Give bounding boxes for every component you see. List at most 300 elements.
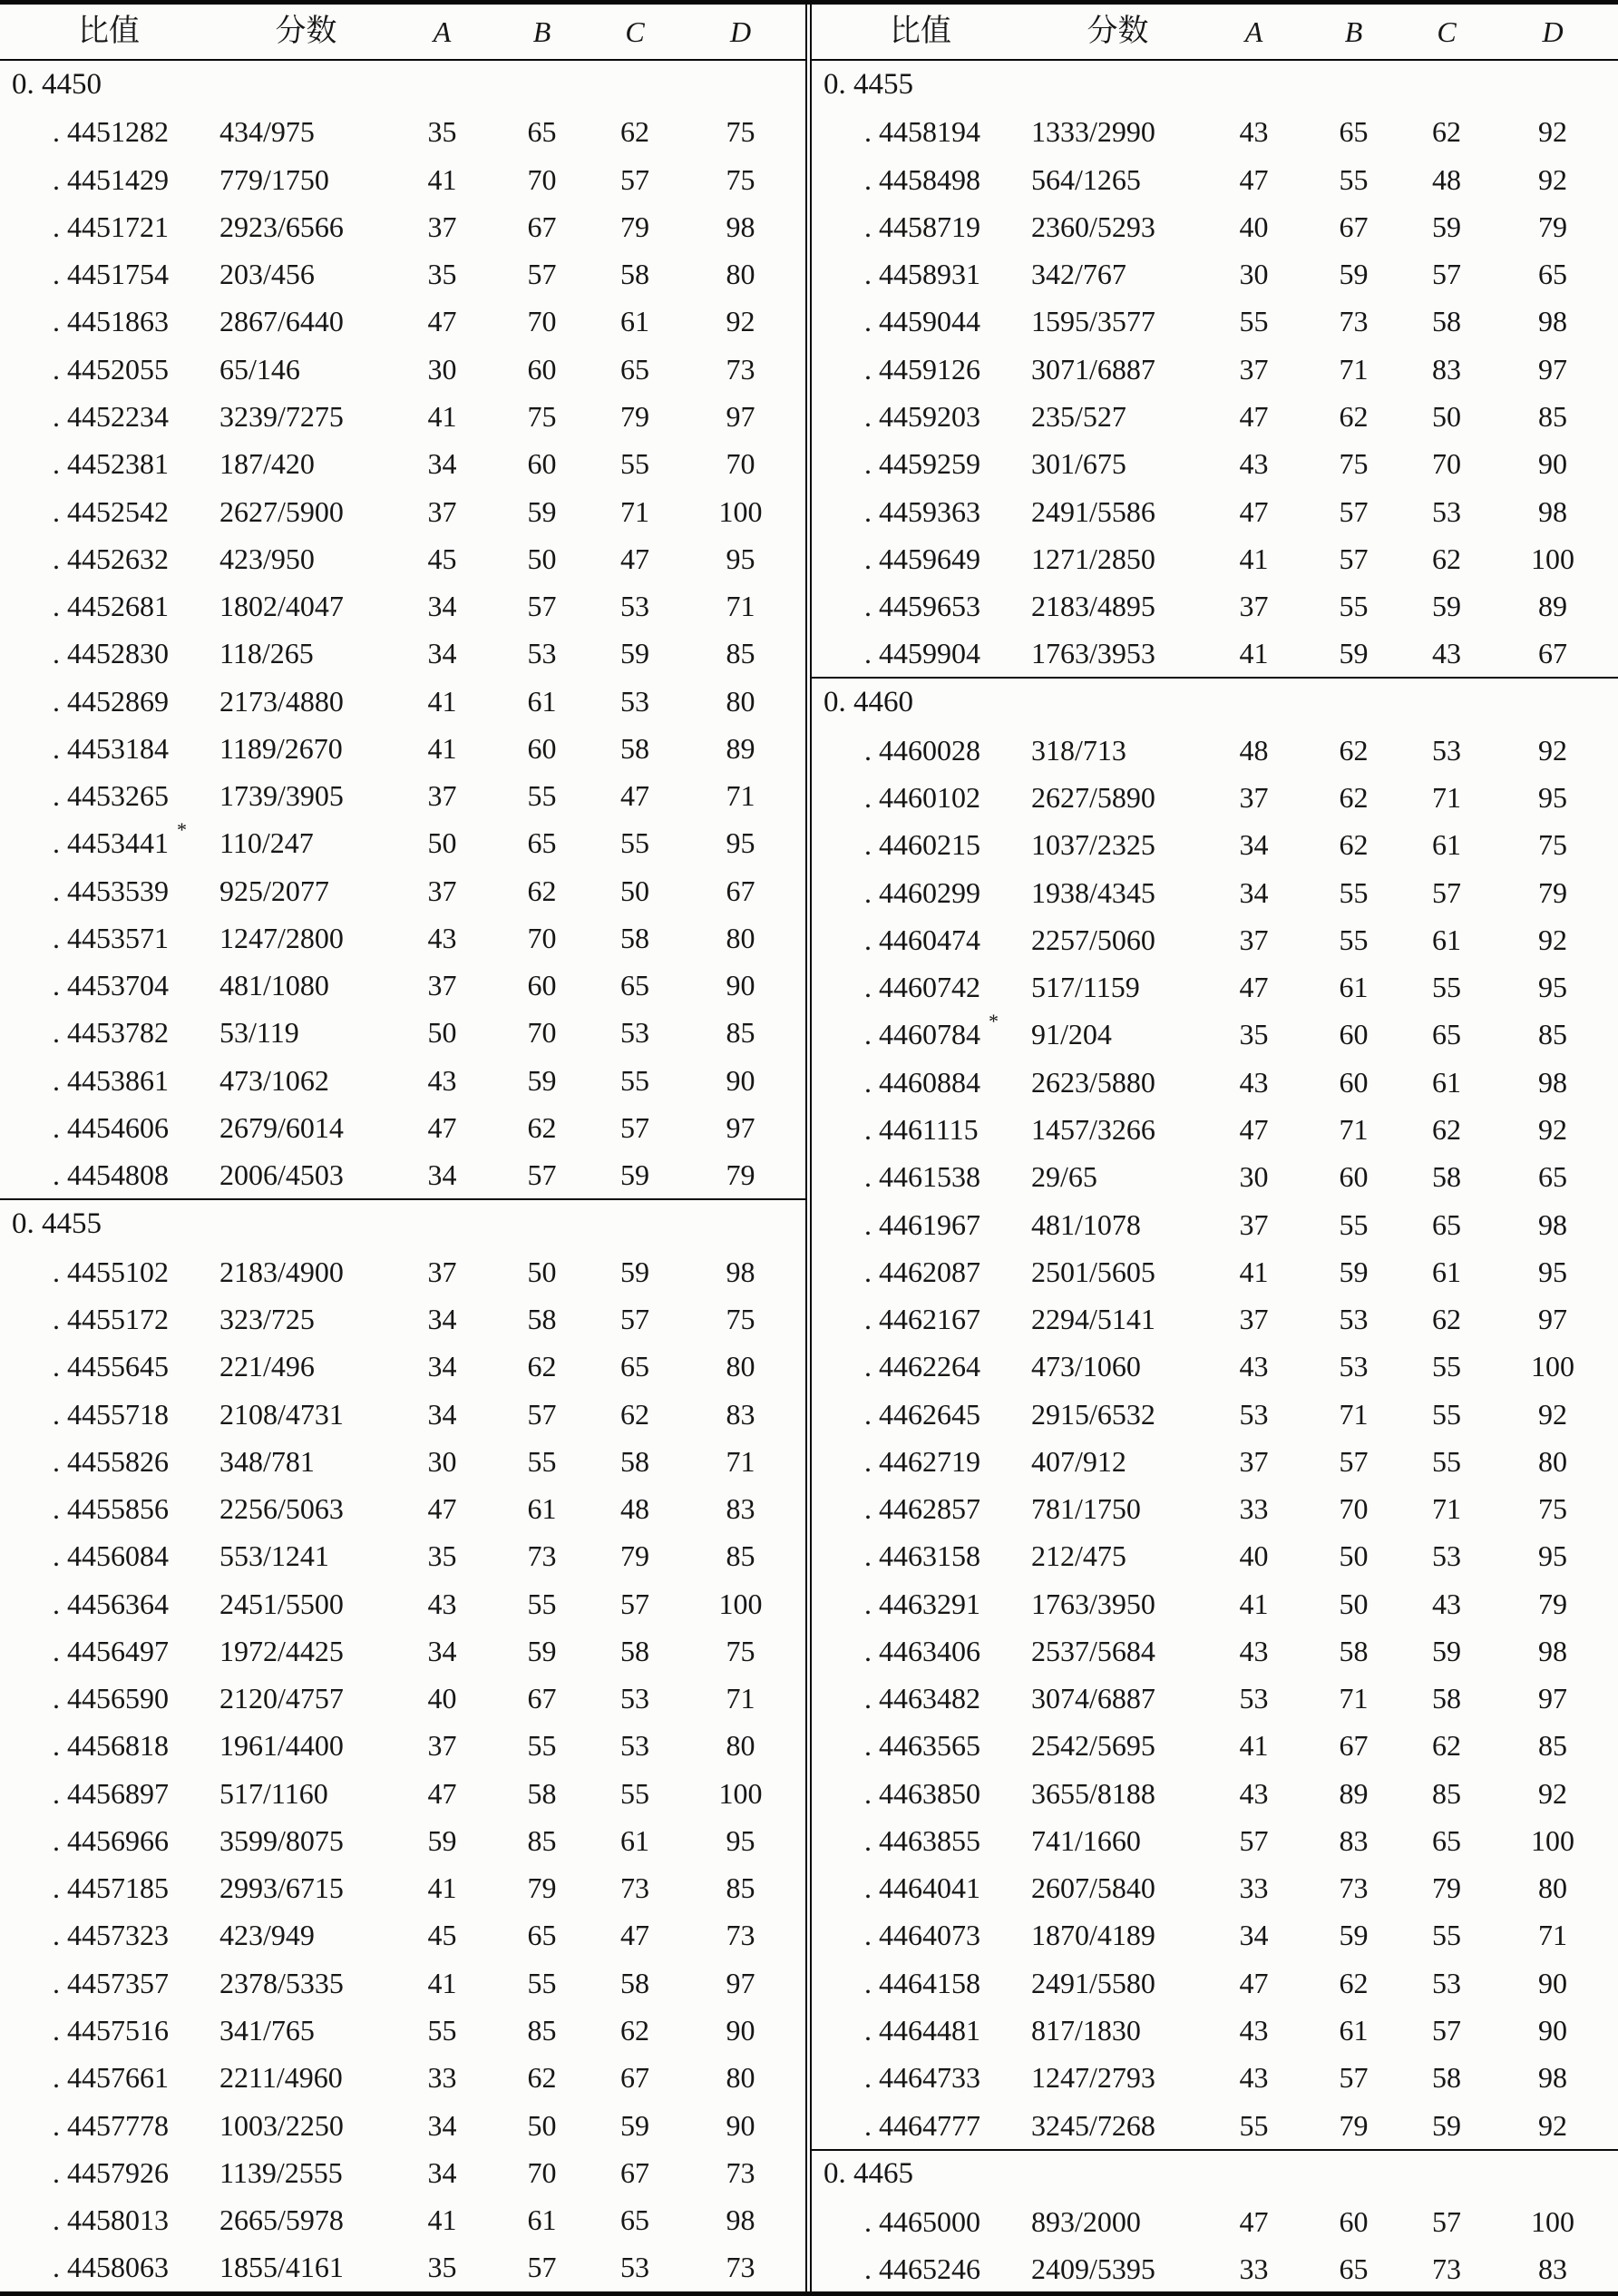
- fraction-cell: 1247/2800: [219, 921, 344, 954]
- c-cell: 53: [620, 1729, 649, 1763]
- a-cell: 41: [1239, 1729, 1269, 1763]
- a-cell: 34: [427, 1397, 457, 1431]
- d-cell: 92: [1538, 733, 1567, 767]
- fraction-cell: 212/475: [1031, 1539, 1126, 1573]
- fraction-cell: 1457/3266: [1031, 1112, 1155, 1146]
- c-cell: 62: [1432, 1112, 1461, 1146]
- c-cell: 53: [1432, 1539, 1461, 1573]
- a-cell: 47: [427, 1110, 457, 1144]
- table-row: [0, 1057, 805, 1104]
- a-cell: 34: [427, 1350, 457, 1383]
- c-cell: 73: [620, 1871, 649, 1905]
- b-cell: 59: [527, 494, 557, 528]
- d-cell: 71: [726, 1444, 755, 1478]
- d-cell: 98: [1538, 2061, 1567, 2095]
- column-header-b: B: [532, 15, 551, 48]
- table-row: [0, 250, 805, 298]
- ratio-cell: . 4463482: [864, 1682, 980, 1715]
- fraction-cell: 2211/4960: [219, 2061, 343, 2095]
- b-cell: 61: [527, 684, 557, 718]
- a-cell: 47: [1239, 162, 1269, 196]
- a-cell: 40: [427, 1682, 457, 1715]
- a-cell: 45: [427, 1919, 457, 1952]
- c-cell: 65: [620, 2203, 649, 2237]
- table-row: [0, 819, 805, 866]
- ratio-cell: . 4461967: [864, 1207, 980, 1241]
- b-cell: 57: [1339, 542, 1369, 575]
- b-cell: 55: [1339, 875, 1369, 909]
- d-cell: 95: [726, 542, 755, 575]
- d-cell: 89: [1538, 590, 1567, 623]
- d-cell: 95: [726, 1823, 755, 1857]
- a-cell: 43: [1239, 2061, 1269, 2095]
- b-cell: 79: [1339, 2108, 1369, 2142]
- d-cell: 83: [726, 1492, 755, 1526]
- c-cell: 59: [1432, 1634, 1461, 1667]
- ratio-cell: . 4462645: [864, 1397, 980, 1431]
- fraction-cell: 2665/5978: [219, 2203, 344, 2237]
- table-row: [0, 1343, 805, 1390]
- ratio-cell: . 4451754: [53, 258, 169, 291]
- b-cell: 75: [1339, 447, 1369, 481]
- a-cell: 41: [427, 399, 457, 433]
- b-cell: 57: [1339, 1444, 1369, 1478]
- c-cell: 55: [1432, 1350, 1461, 1383]
- a-cell: 55: [427, 2014, 457, 2047]
- fraction-cell: 323/725: [219, 1303, 315, 1336]
- d-cell: 100: [1531, 1823, 1574, 1857]
- fraction-cell: 348/781: [219, 1444, 315, 1478]
- b-cell: 59: [527, 1063, 557, 1097]
- fraction-cell: 341/765: [219, 2014, 315, 2047]
- a-cell: 41: [1239, 1587, 1269, 1620]
- d-cell: 80: [1538, 1871, 1567, 1905]
- panel-body: [0, 61, 805, 2291]
- ratio-cell: . 4464158: [864, 1966, 980, 1999]
- b-cell: 85: [527, 1823, 557, 1857]
- b-cell: 55: [1339, 162, 1369, 196]
- table-row: [812, 298, 1618, 345]
- table-row: [0, 393, 805, 440]
- b-cell: 65: [1339, 115, 1369, 149]
- c-cell: 43: [1432, 637, 1461, 670]
- c-cell: 55: [620, 1776, 649, 1810]
- d-cell: 98: [1538, 494, 1567, 528]
- table-row: [812, 1153, 1618, 1200]
- ratio-cell: . 4458063: [53, 2251, 169, 2284]
- column-header-row: [0, 5, 805, 61]
- table-row: [812, 2101, 1618, 2148]
- table-row: [812, 1722, 1618, 1769]
- d-cell: 75: [1538, 1492, 1567, 1526]
- b-cell: 61: [527, 1492, 557, 1526]
- fraction-cell: 2173/4880: [219, 684, 344, 718]
- c-cell: 53: [620, 2251, 649, 2284]
- b-cell: 79: [527, 1871, 557, 1905]
- ratio-cell: . 4461115: [864, 1112, 979, 1146]
- a-cell: 37: [427, 494, 457, 528]
- ratio-cell: . 4458498: [864, 162, 980, 196]
- b-cell: 65: [1339, 2252, 1369, 2286]
- ratio-cell: . 4456497: [53, 1634, 169, 1667]
- d-cell: 100: [1531, 542, 1574, 575]
- b-cell: 85: [527, 2014, 557, 2047]
- ratio-cell: . 4458013: [53, 2203, 169, 2237]
- b-cell: 55: [527, 1966, 557, 1999]
- table-row: [812, 1911, 1618, 1959]
- table-row: [0, 1770, 805, 1817]
- ratio-cell: . 4460784 *: [864, 1010, 999, 1051]
- fraction-cell: 301/675: [1031, 447, 1126, 481]
- table-row: [812, 1864, 1618, 1911]
- c-cell: 61: [1432, 1065, 1461, 1099]
- fraction-cell: 2993/6715: [219, 1871, 344, 1905]
- a-cell: 48: [1239, 733, 1269, 767]
- table-row: [0, 1817, 805, 1864]
- table-row: [812, 916, 1618, 963]
- c-cell: 53: [1432, 494, 1461, 528]
- column-header-ratio: 比值: [890, 15, 951, 48]
- d-cell: 97: [1538, 1682, 1567, 1715]
- fraction-cell: 2867/6440: [219, 305, 344, 338]
- a-cell: 43: [427, 1587, 457, 1620]
- a-cell: 34: [427, 1634, 457, 1667]
- table-row: [812, 156, 1618, 203]
- table-row: [812, 203, 1618, 250]
- b-cell: 59: [1339, 637, 1369, 670]
- d-cell: 92: [1538, 162, 1567, 196]
- d-cell: 71: [1538, 1919, 1567, 1952]
- ratio-cell: . 4455856: [53, 1492, 169, 1526]
- fraction-cell: 2108/4731: [219, 1397, 344, 1431]
- d-cell: 80: [726, 1350, 755, 1383]
- table-section: [0, 61, 805, 1198]
- ratio-cell: . 4463850: [864, 1776, 980, 1810]
- ratio-cell: . 4460102: [864, 781, 980, 815]
- table-row: [812, 346, 1618, 393]
- table-row: [812, 1485, 1618, 1532]
- ratio-cell: . 4453861: [53, 1063, 169, 1097]
- ratio-cell: . 4456966: [53, 1823, 169, 1857]
- table-row: [812, 2198, 1618, 2245]
- d-cell: 97: [726, 399, 755, 433]
- b-cell: 61: [527, 2203, 557, 2237]
- table-row: [812, 1438, 1618, 1485]
- a-cell: 41: [1239, 637, 1269, 670]
- c-cell: 62: [620, 115, 649, 149]
- c-cell: 79: [620, 399, 649, 433]
- d-cell: 90: [726, 1063, 755, 1097]
- b-cell: 57: [527, 1158, 557, 1192]
- ratio-cell: . 4459259: [864, 447, 980, 481]
- c-cell: 61: [1432, 1255, 1461, 1288]
- c-cell: 65: [1432, 1018, 1461, 1051]
- a-cell: 41: [427, 162, 457, 196]
- c-cell: 55: [620, 447, 649, 481]
- column-header-d: D: [729, 15, 752, 48]
- c-cell: 53: [620, 1016, 649, 1050]
- table-row: [0, 487, 805, 534]
- c-cell: 70: [1432, 447, 1461, 481]
- table-row: [0, 2243, 805, 2291]
- d-cell: 92: [1538, 1776, 1567, 1810]
- fraction-cell: 517/1159: [1031, 971, 1140, 1004]
- table-row: [812, 1390, 1618, 1437]
- ratio-cell: . 4462087: [864, 1255, 980, 1288]
- a-cell: 37: [427, 1729, 457, 1763]
- c-cell: 62: [1432, 115, 1461, 149]
- a-cell: 55: [1239, 305, 1269, 338]
- c-cell: 62: [1432, 1729, 1461, 1763]
- b-cell: 70: [1339, 1492, 1369, 1526]
- table-row: [812, 440, 1618, 487]
- a-cell: 43: [427, 1063, 457, 1097]
- fraction-cell: 235/527: [1031, 399, 1126, 433]
- c-cell: 53: [620, 1682, 649, 1715]
- ratio-cell: . 4456364: [53, 1587, 169, 1620]
- table-section: [0, 1198, 805, 2291]
- fraction-cell: 53/119: [219, 1016, 299, 1050]
- b-cell: 71: [1339, 1112, 1369, 1146]
- fraction-cell: 423/949: [219, 1919, 315, 1952]
- a-cell: 30: [427, 1444, 457, 1478]
- ratio-cell: . 4458931: [864, 258, 980, 291]
- c-cell: 61: [1432, 828, 1461, 862]
- d-cell: 80: [726, 258, 755, 291]
- d-cell: 90: [1538, 2014, 1567, 2047]
- c-cell: 58: [1432, 305, 1461, 338]
- fraction-cell: 1763/3953: [1031, 637, 1155, 670]
- a-cell: 30: [1239, 1160, 1269, 1194]
- ratio-cell: . 4452234: [53, 399, 169, 433]
- fraction-cell: 2294/5141: [1031, 1303, 1155, 1336]
- c-cell: 59: [620, 2108, 649, 2142]
- table-row: [812, 1580, 1618, 1627]
- a-cell: 37: [1239, 1207, 1269, 1241]
- ratio-cell: . 4452632: [53, 542, 169, 575]
- fraction-cell: 2915/6532: [1031, 1397, 1155, 1431]
- ratio-cell: . 4465000: [864, 2205, 980, 2239]
- ratio-cell: . 4451721: [53, 210, 169, 243]
- d-cell: 73: [726, 2251, 755, 2284]
- a-cell: 34: [427, 590, 457, 623]
- table-row: [0, 346, 805, 393]
- section-header: 0. 4460: [824, 686, 913, 719]
- d-cell: 71: [726, 590, 755, 623]
- table-row: [0, 1485, 805, 1532]
- d-cell: 85: [726, 1871, 755, 1905]
- a-cell: 34: [1239, 875, 1269, 909]
- c-cell: 58: [1432, 2061, 1461, 2095]
- fraction-cell: 2623/5880: [1031, 1065, 1155, 1099]
- table-row: [812, 2245, 1618, 2292]
- a-cell: 33: [1239, 2252, 1269, 2286]
- d-cell: 98: [1538, 1634, 1567, 1667]
- ratio-cell: . 4461538: [864, 1160, 980, 1194]
- b-cell: 65: [527, 1919, 557, 1952]
- d-cell: 92: [1538, 923, 1567, 956]
- b-cell: 55: [527, 1444, 557, 1478]
- c-cell: 61: [620, 305, 649, 338]
- fraction-cell: 741/1660: [1031, 1823, 1141, 1857]
- a-cell: 33: [1239, 1871, 1269, 1905]
- table-row: [0, 1532, 805, 1579]
- b-cell: 71: [1339, 1682, 1369, 1715]
- table-row: [812, 1106, 1618, 1153]
- c-cell: 62: [1432, 542, 1461, 575]
- b-cell: 67: [527, 210, 557, 243]
- a-cell: 37: [1239, 1303, 1269, 1336]
- fraction-cell: 407/912: [1031, 1444, 1126, 1478]
- table-row: [812, 630, 1618, 677]
- b-cell: 58: [527, 1776, 557, 1810]
- a-cell: 35: [427, 1539, 457, 1573]
- b-cell: 60: [1339, 1160, 1369, 1194]
- ratio-cell: . 4455718: [53, 1397, 169, 1431]
- b-cell: 65: [527, 826, 557, 860]
- d-cell: 92: [1538, 115, 1567, 149]
- ratio-cell: . 4451863: [53, 305, 169, 338]
- a-cell: 53: [1239, 1682, 1269, 1715]
- table-row: [812, 774, 1618, 821]
- section-header: 0. 4455: [12, 1207, 102, 1240]
- c-cell: 50: [1432, 399, 1461, 433]
- c-cell: 55: [1432, 1444, 1461, 1478]
- b-cell: 58: [1339, 1634, 1369, 1667]
- table-row: [0, 867, 805, 914]
- fraction-cell: 517/1160: [219, 1776, 328, 1810]
- ratio-cell: . 4459904: [864, 637, 980, 670]
- fraction-cell: 2491/5580: [1031, 1966, 1155, 1999]
- fraction-cell: 1003/2250: [219, 2108, 344, 2142]
- d-cell: 90: [726, 2108, 755, 2142]
- c-cell: 57: [620, 1110, 649, 1144]
- fraction-cell: 1189/2670: [219, 731, 343, 765]
- table-row: [0, 298, 805, 345]
- b-cell: 59: [1339, 258, 1369, 291]
- table-row: [0, 2007, 805, 2054]
- ratio-cell: . 4462264: [864, 1350, 980, 1383]
- d-cell: 75: [1538, 828, 1567, 862]
- fraction-cell: 2183/4895: [1031, 590, 1155, 623]
- panel-right: [805, 5, 1618, 2291]
- column-header-a: A: [433, 15, 452, 48]
- ratio-cell: . 4463855: [864, 1823, 980, 1857]
- b-cell: 62: [527, 1110, 557, 1144]
- b-cell: 57: [1339, 2061, 1369, 2095]
- b-cell: 59: [1339, 1919, 1369, 1952]
- d-cell: 98: [1538, 305, 1567, 338]
- d-cell: 75: [726, 115, 755, 149]
- b-cell: 57: [527, 590, 557, 623]
- panel-left: [0, 5, 805, 2291]
- ratio-cell: . 4457926: [53, 2155, 169, 2189]
- section-header: 0. 4455: [824, 67, 913, 101]
- b-cell: 53: [1339, 1350, 1369, 1383]
- c-cell: 65: [620, 1350, 649, 1383]
- ratio-cell: . 4456590: [53, 1682, 169, 1715]
- ratio-cell: . 4453539: [53, 874, 169, 907]
- c-cell: 62: [620, 1397, 649, 1431]
- fraction-cell: 2537/5684: [1031, 1634, 1155, 1667]
- a-cell: 33: [1239, 1492, 1269, 1526]
- c-cell: 58: [620, 258, 649, 291]
- table-row: [0, 1911, 805, 1959]
- fraction-cell: 3599/8075: [219, 1823, 344, 1857]
- table-row: [812, 535, 1618, 582]
- table-row: [812, 869, 1618, 916]
- ratio-cell: . 4459203: [864, 399, 980, 433]
- a-cell: 37: [1239, 352, 1269, 386]
- ratio-cell: . 4459126: [864, 352, 980, 386]
- d-cell: 90: [1538, 1966, 1567, 1999]
- fraction-cell: 553/1241: [219, 1539, 329, 1573]
- d-cell: 97: [1538, 352, 1567, 386]
- d-cell: 98: [726, 2203, 755, 2237]
- a-cell: 47: [1239, 399, 1269, 433]
- a-cell: 47: [1239, 2205, 1269, 2239]
- fraction-cell: 817/1830: [1031, 2014, 1141, 2047]
- a-cell: 34: [427, 2108, 457, 2142]
- asterisk-marker: *: [177, 818, 187, 842]
- a-cell: 53: [1239, 1397, 1269, 1431]
- a-cell: 41: [427, 2203, 457, 2237]
- b-cell: 73: [527, 1539, 557, 1573]
- d-cell: 95: [1538, 1255, 1567, 1288]
- a-cell: 30: [427, 352, 457, 386]
- a-cell: 59: [427, 1823, 457, 1857]
- b-cell: 60: [1339, 2205, 1369, 2239]
- b-cell: 60: [1339, 1018, 1369, 1051]
- b-cell: 60: [527, 731, 557, 765]
- a-cell: 41: [427, 1966, 457, 1999]
- d-cell: 73: [726, 352, 755, 386]
- ratio-cell: . 4457357: [53, 1966, 169, 1999]
- fraction-cell: 481/1078: [1031, 1207, 1141, 1241]
- b-cell: 73: [1339, 1871, 1369, 1905]
- ratio-cell: . 4453184: [53, 731, 169, 765]
- d-cell: 85: [1538, 1018, 1567, 1051]
- fraction-cell: 2923/6566: [219, 210, 344, 243]
- a-cell: 43: [1239, 1634, 1269, 1667]
- c-cell: 79: [1432, 1871, 1461, 1905]
- ratio-cell: . 4463291: [864, 1587, 980, 1620]
- b-cell: 60: [527, 447, 557, 481]
- d-cell: 73: [726, 1919, 755, 1952]
- table-row: [812, 2054, 1618, 2101]
- b-cell: 75: [527, 399, 557, 433]
- d-cell: 80: [726, 2061, 755, 2095]
- table-section: [812, 61, 1618, 677]
- c-cell: 65: [620, 969, 649, 1002]
- b-cell: 59: [1339, 1255, 1369, 1288]
- fraction-cell: 2679/6014: [219, 1110, 344, 1144]
- c-cell: 79: [620, 210, 649, 243]
- a-cell: 41: [427, 731, 457, 765]
- table-row: [812, 250, 1618, 298]
- b-cell: 55: [1339, 923, 1369, 956]
- c-cell: 50: [620, 874, 649, 907]
- d-cell: 89: [726, 731, 755, 765]
- table-row: [0, 2149, 805, 2196]
- ratio-cell: . 4460884: [864, 1065, 980, 1099]
- a-cell: 43: [1239, 1350, 1269, 1383]
- c-cell: 59: [620, 1158, 649, 1192]
- d-cell: 92: [1538, 2108, 1567, 2142]
- c-cell: 57: [1432, 2205, 1461, 2239]
- fraction-cell: 1802/4047: [219, 590, 344, 623]
- a-cell: 47: [1239, 1112, 1269, 1146]
